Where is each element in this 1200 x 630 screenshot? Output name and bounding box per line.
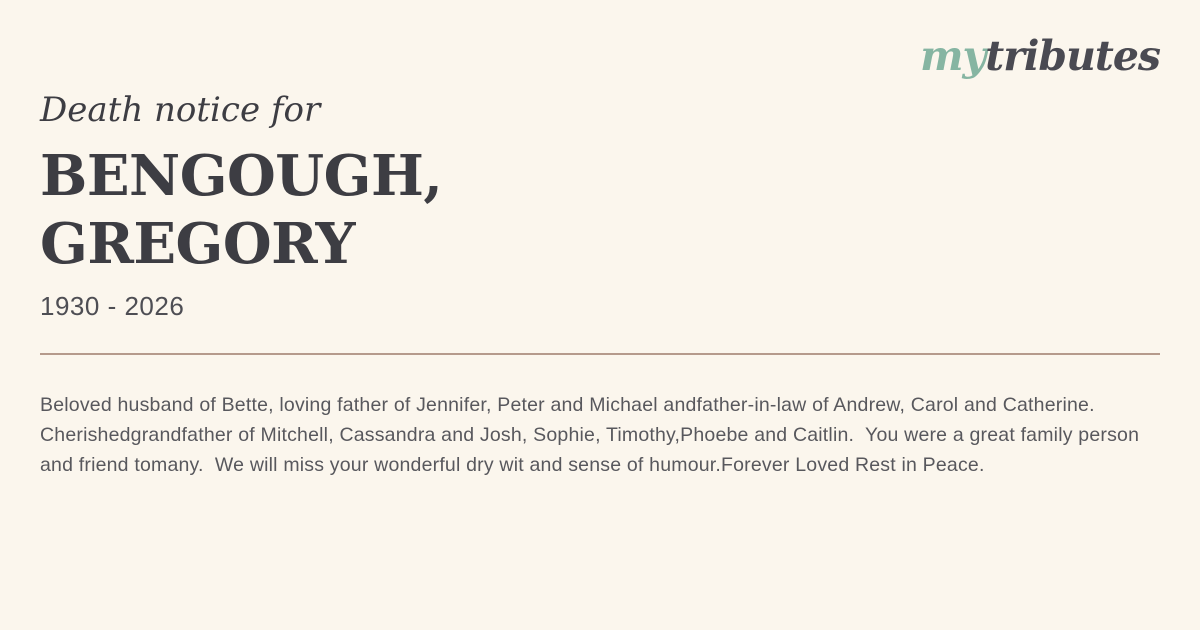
notice-type-label: Death notice for xyxy=(40,90,321,130)
deceased-surname: BENGOUGH, xyxy=(40,143,443,209)
logo-prefix: my xyxy=(920,32,986,80)
mytributes-logo xyxy=(920,32,1160,80)
obituary-text: Beloved husband of Bette, loving father of Jennifer, Peter and Michael andfather-in-law of Andrew, Carol and Catherine. Cherishedgrandfather of Mitchell, Cassandra and Josh, Sophie, Timothy,Phoebe and Caitlin. You were a great family person and friend tomany. We will miss your wonderful dry wit and sense of humour.Forever Loved Rest in Peace. xyxy=(40,394,1145,476)
deceased-name xyxy=(40,142,442,278)
deceased-given-name: GREGORY xyxy=(40,211,355,277)
life-years: 1930 - 2026 xyxy=(40,291,185,321)
logo-suffix: tributes xyxy=(985,32,1160,80)
divider-line xyxy=(40,353,1160,355)
